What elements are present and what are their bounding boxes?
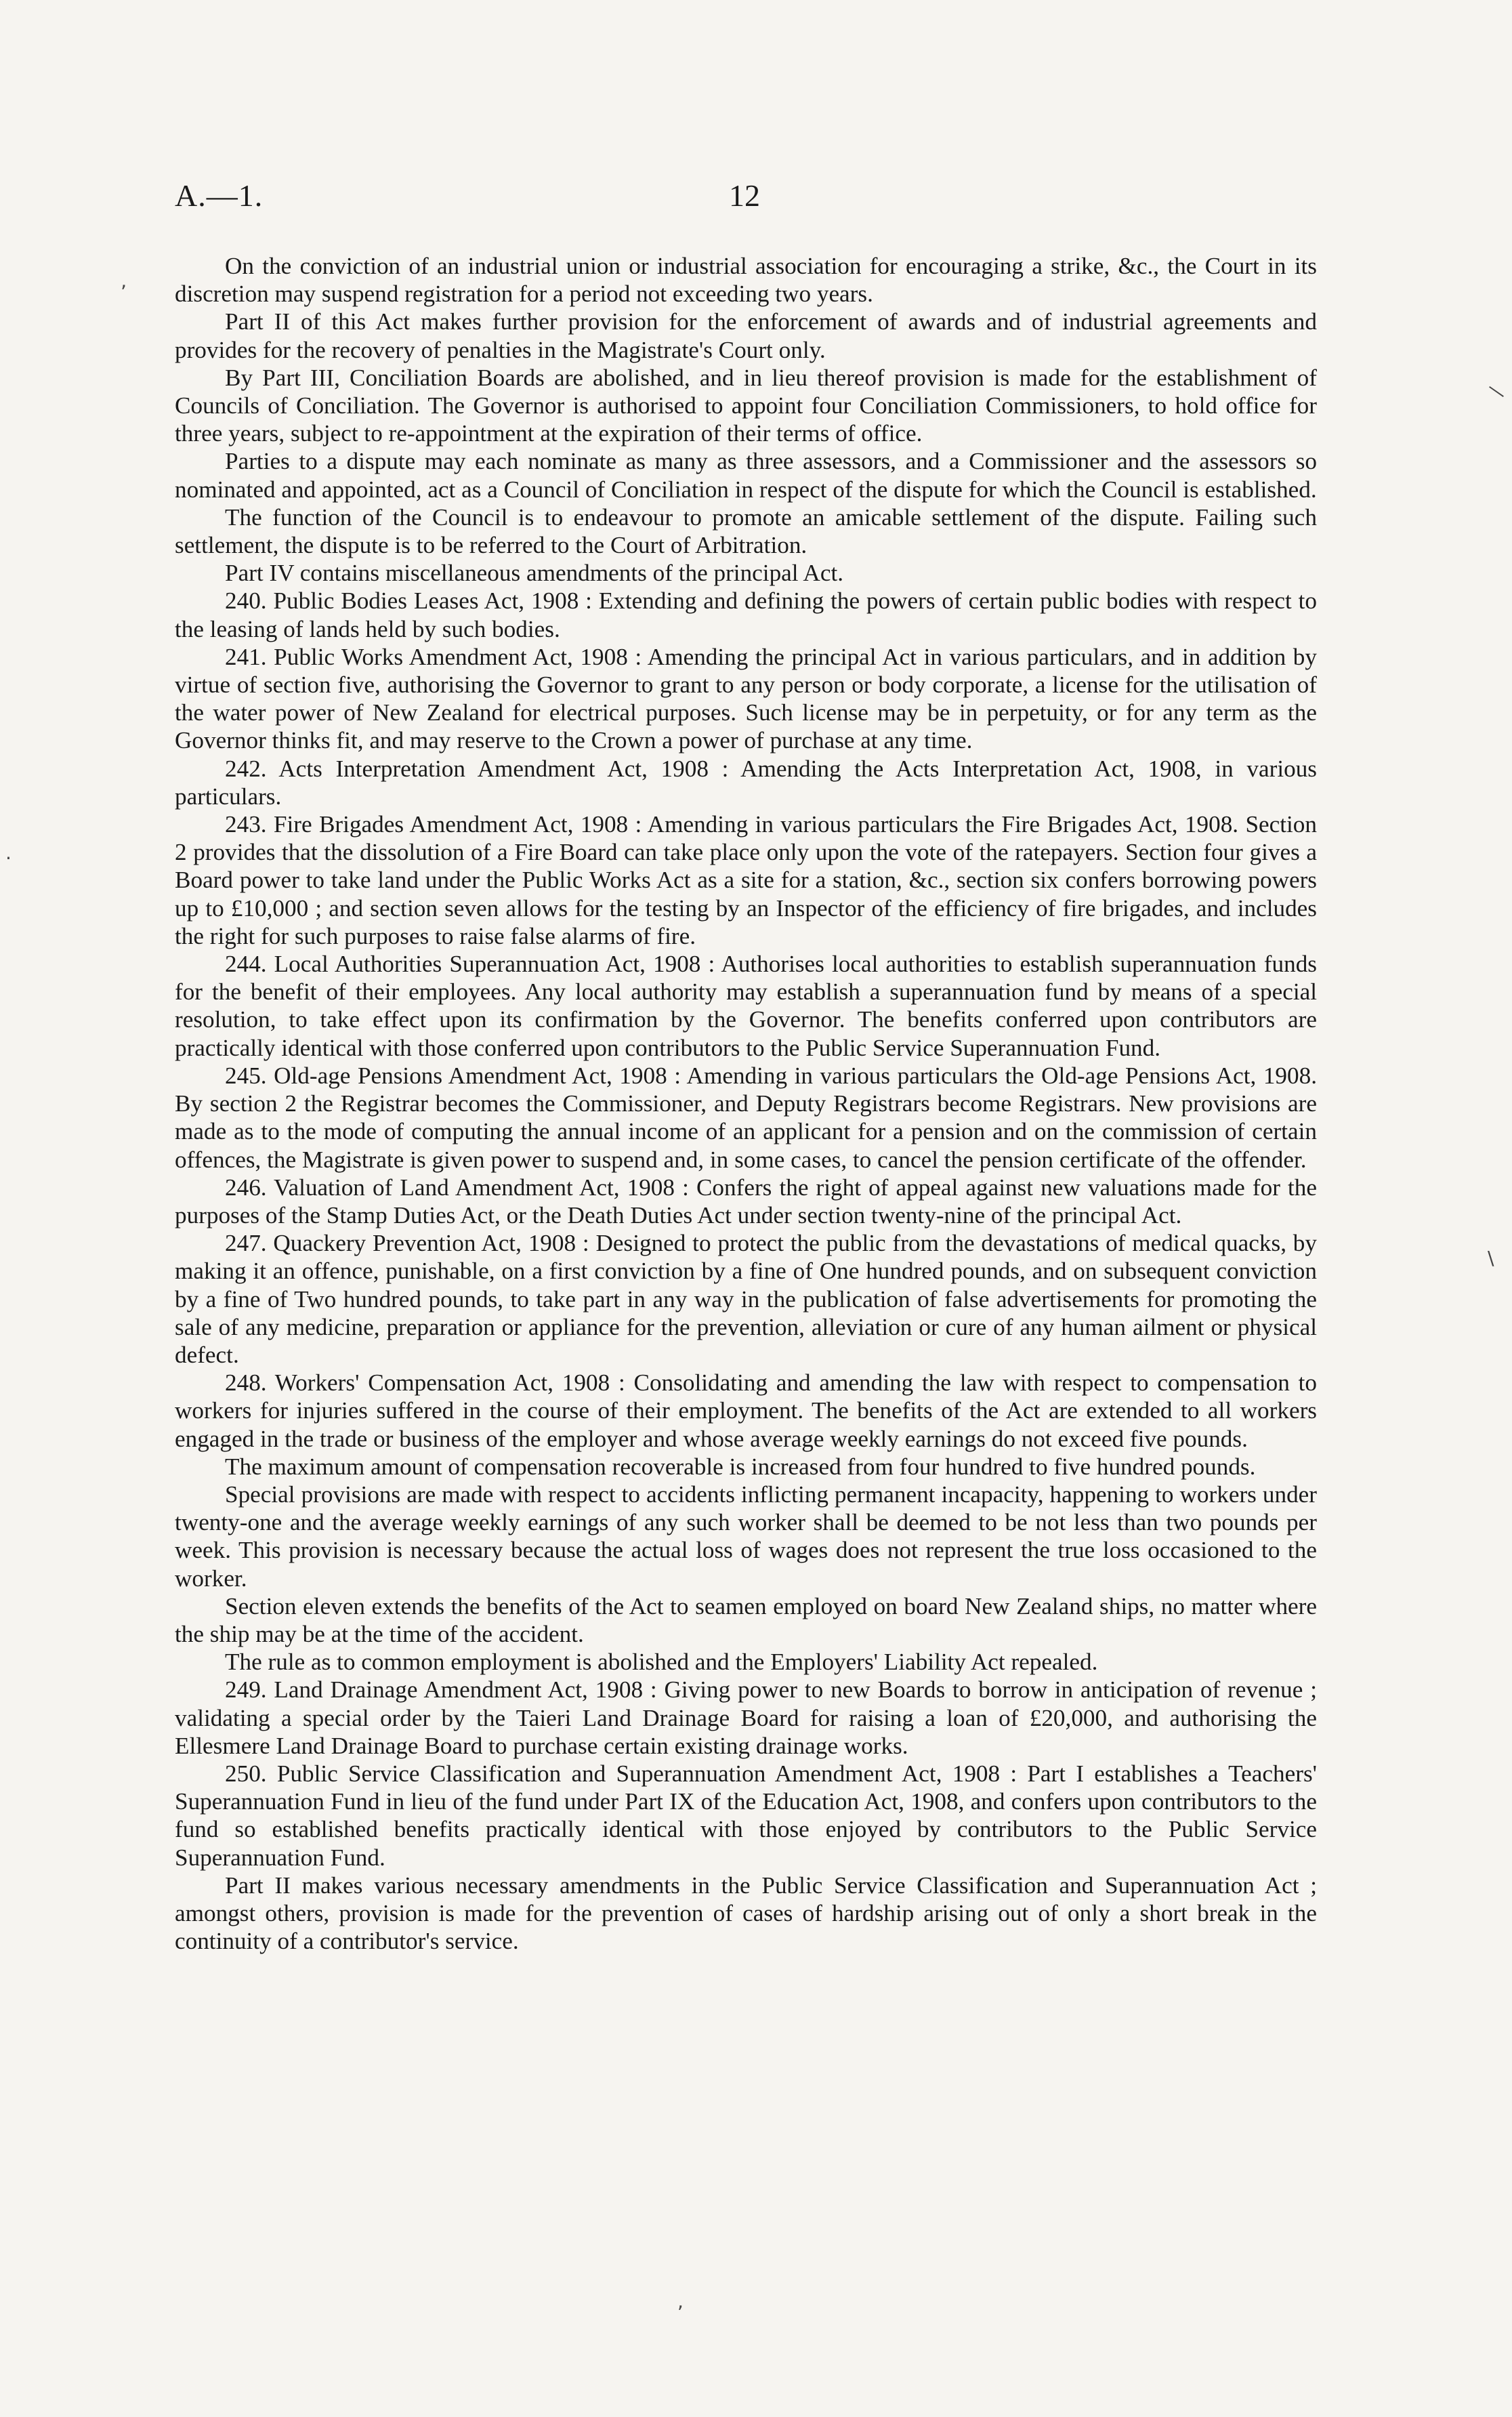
paragraph-part-iii-conciliation: By Part III, Conciliation Boards are abolished, and in lieu thereof provision is made for the establishment of Councils of Conciliation. The Governor is authorised to appoint four Conciliation Commissioners, to hold office for three years, subject to re-appointment at the expiration of their terms of office. <box>175 364 1317 447</box>
paragraph-250-public-service-classification: 250. Public Service Classification and Superannuation Amendment Act, 1908 : Part I establishes a Teachers' Superannuation Fund in lieu of the fund under Part IX of the Education Act, 1908, and confers upon contributors to the fund so established benefits practically identical with those enjoyed by contributors to the Public Service Superannuation Fund. <box>175 1760 1317 1871</box>
paragraph-common-employment: The rule as to common employment is abolished and the Employers' Liability Act repealed. <box>225 1649 1098 1676</box>
margin-mark: · <box>5 847 12 869</box>
paragraph-242-acts-interpretation: 242. Acts Interpretation Amendment Act, 1908 : Amending the Acts Interpretation Act, 1908, in various particulars. <box>175 755 1317 810</box>
paragraph-part-ii-amendments: Part II makes various necessary amendments in the Public Service Classification and Superannuation Act ; amongst others, provision is made for the prevention of cases of hardship arising out of only a short break in the continuity of a contributor's service. <box>175 1872 1317 1955</box>
page-number: 12 <box>729 178 760 213</box>
paragraph-section-eleven-seamen: Section eleven extends the benefits of the Act to seamen employed on board New Zealand ships, no matter where the ship may be at the time of the accident. <box>175 1592 1317 1647</box>
paragraph-243-fire-brigades: 243. Fire Brigades Amendment Act, 1908 : Amending in various particulars the Fire Brigades Act, 1908. Section 2 provides that the dissolution of a Fire Board can take place only upon the vote of the ratepayers. Section four gives a Board power to take land under the Public Works Act as a site for a station, &c., section six confers borrowing powers up to £10,000 ; and section seven allows for the testing by an Inspector of the efficiency of fire brigades, and includes the right for such purposes to raise false alarms of fire. <box>175 811 1317 949</box>
margin-mark: \ <box>1488 1247 1494 1269</box>
paragraph-246-valuation-of-land: 246. Valuation of Land Amendment Act, 1908 : Confers the right of appeal against new valuations made for the purposes of the Stamp Duties Act, or the Death Duties Act under section twenty-nine of the principal Act. <box>175 1174 1317 1228</box>
margin-mark: — <box>1483 375 1511 406</box>
paragraph-special-provisions: Special provisions are made with respect to accidents inflicting permanent incapacity, happening to workers under twenty-one and the average weekly earnings of any such worker shall be deemed to be not less than two pounds per week. This provision is necessary because the actual loss of wages does not represent the true loss occasioned to the worker. <box>175 1481 1317 1592</box>
paragraph-248-workers-compensation: 248. Workers' Compensation Act, 1908 : Consolidating and amending the law with respect to compensation to workers for injuries suffered in the course of their employment. The benefits of the Act are extended to all workers engaged in the trade or business of the employer and whose average weekly earnings do not exceed five pounds. <box>175 1369 1317 1452</box>
paragraph-council-function: The function of the Council is to endeavour to promote an amicable settlement of the dispute. Failing such settlement, the dispute is to be referred to the Court of Arbitration. <box>175 503 1317 559</box>
page-header <box>175 178 1326 225</box>
paragraph-maximum-compensation: The maximum amount of compensation recoverable is increased from four hundred to five hundred pounds. <box>225 1453 1256 1480</box>
paragraph-241-public-works: 241. Public Works Amendment Act, 1908 : Amending the principal Act in various particulars, and in addition by virtue of section five, authorising the Governor to grant to any person or body corporate, a license for the utilisation of the water power of New Zealand for electrical purposes. Such license may be in perpetuity, or for any term as the Governor thinks fit, and may reserve to the Crown a power of purchase at any time. <box>175 643 1317 754</box>
document-reference: A.—1. <box>175 178 264 213</box>
paragraph-assessors: Parties to a dispute may each nominate as many as three assessors, and a Commissioner and the assessors so nominated and appointed, act as a Council of Conciliation in respect of the dispute for which the Council is established. <box>175 448 1317 503</box>
paragraph-part-iv: Part IV contains miscellaneous amendments of the principal Act. <box>225 560 844 587</box>
paragraph-249-land-drainage: 249. Land Drainage Amendment Act, 1908 : Giving power to new Boards to borrow in anticipation of revenue ; validating a special order by the Taieri Land Drainage Board for raising a loan of £20,000, and authorising the Ellesmere Land Drainage Board to purchase certain existing drainage works. <box>175 1676 1317 1759</box>
paragraph-registration-suspension: On the conviction of an industrial union or industrial association for encouraging a strike, &c., the Court in its discretion may suspend registration for a period not exceeding two years. <box>175 253 1317 308</box>
paragraph-240-public-bodies-leases: 240. Public Bodies Leases Act, 1908 : Extending and defining the powers of certain public bodies with respect to the leasing of lands held by such bodies. <box>175 587 1317 642</box>
paragraph-part-ii-enforcement: Part II of this Act makes further provision for the enforcement of awards and of industrial agreements and provides for the recovery of penalties in the Magistrate's Court only. <box>175 308 1317 363</box>
margin-mark: ‚ <box>121 270 127 292</box>
paragraph-247-quackery-prevention: 247. Quackery Prevention Act, 1908 : Designed to protect the public from the devastations of medical quacks, by making it an offence, punishable, on a first conviction by a fine of One hundred pounds, and on subsequent conviction by a fine of Two hundred pounds, to take part in any way in the publication of false advertisements for promoting the sale of any medicine, preparation or appliance for the prevention, alleviation or cure of any human ailment or physical defect. <box>175 1230 1317 1368</box>
paragraph-245-old-age-pensions: 245. Old-age Pensions Amendment Act, 1908 : Amending in various particulars the Old-age Pensions Act, 1908. By section 2 the Registrar becomes the Commissioner, and Deputy Registrars become Registrars. New provisions are made as to the mode of computing the annual income of an applicant for a pension and on the commission of certain offences, the Magistrate is given power to suspend and, in some cases, to cancel the pension certificate of the offender. <box>175 1062 1317 1173</box>
margin-mark: , <box>677 2290 684 2313</box>
paragraph-244-local-authorities-superannuation: 244. Local Authorities Superannuation Act, 1908 : Authorises local authorities to establish superannuation funds for the benefit of their employees. Any local authority may establish a superannuation fund by means of a special resolution, to take effect upon its confirmation by the Governor. The benefits conferred upon contributors are practically identical with those conferred upon contributors to the Public Service Superannuation Fund. <box>175 951 1317 1061</box>
document-body <box>175 252 1317 1955</box>
